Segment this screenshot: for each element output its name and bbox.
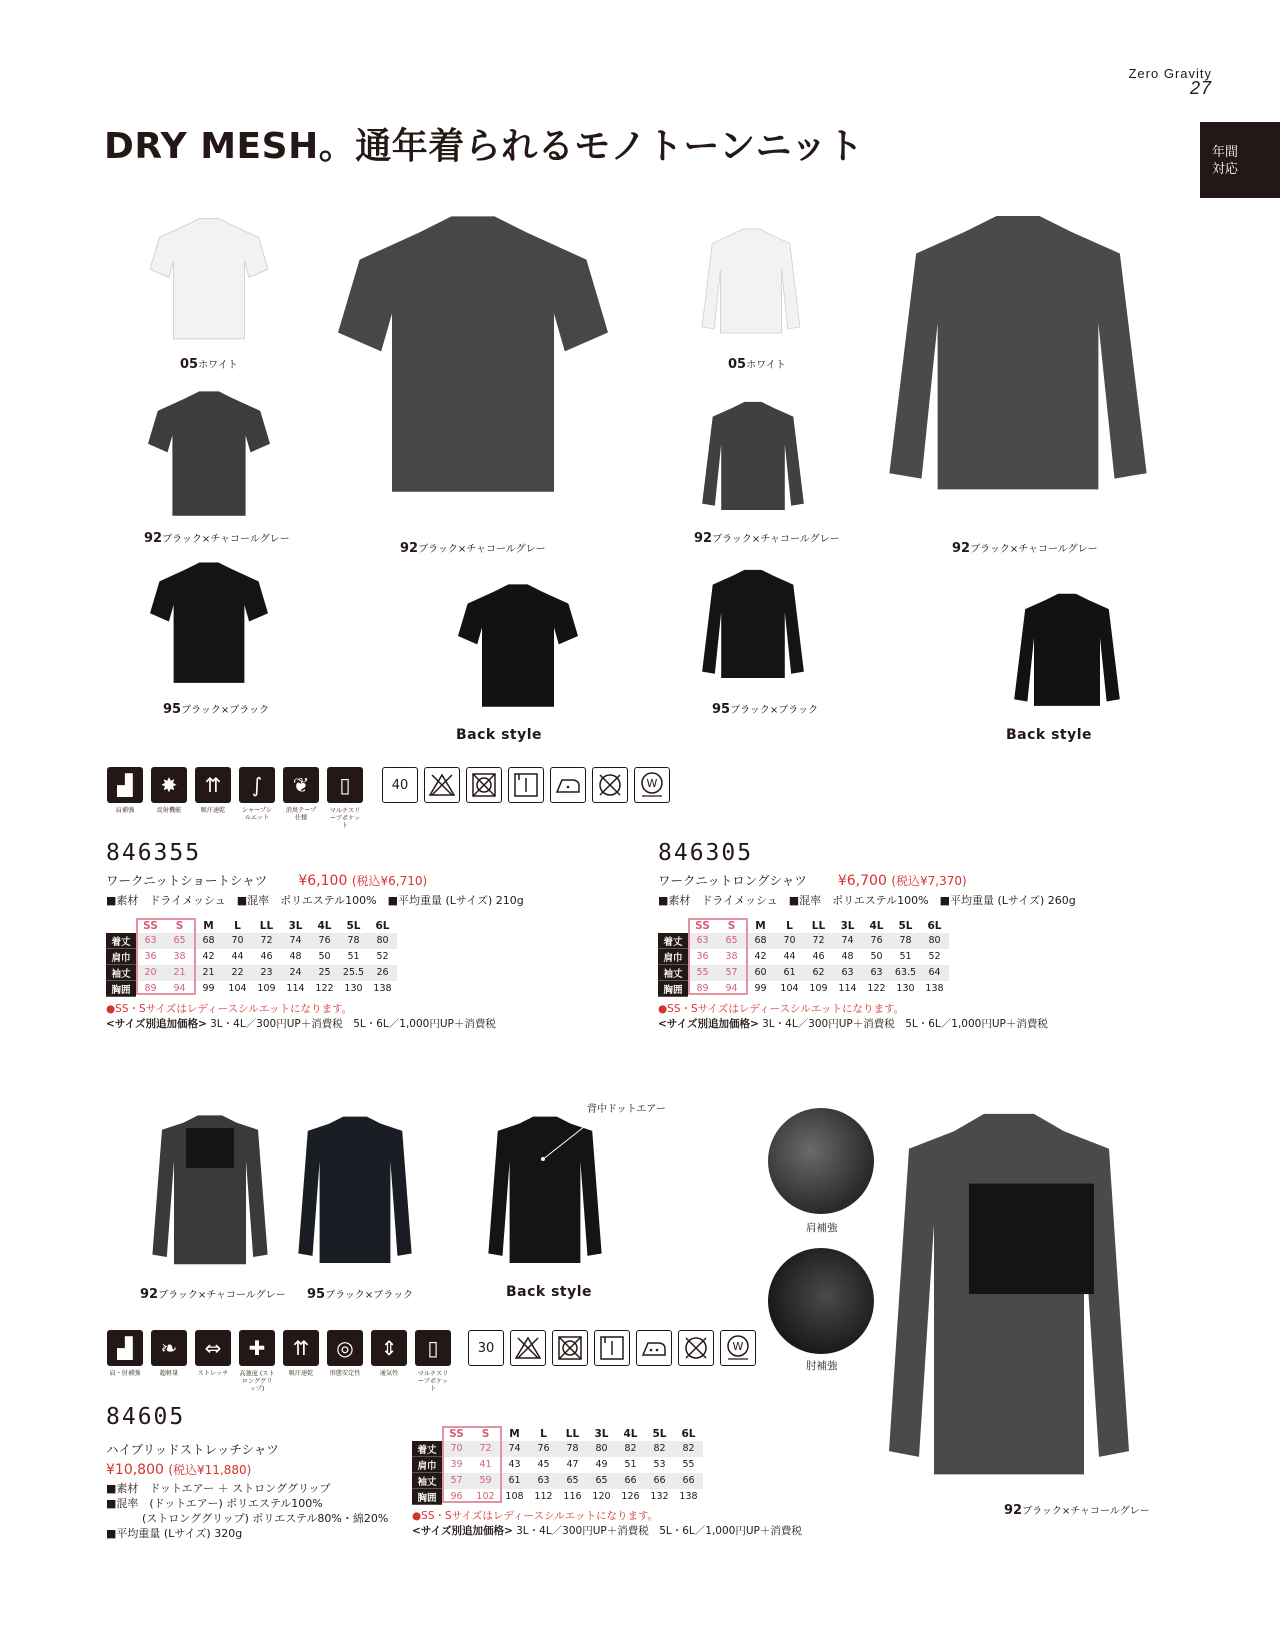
iron-icon (636, 1330, 672, 1366)
product-price: ¥10,800 (税込¥11,880) (106, 1462, 252, 1478)
photo-long-white (700, 216, 802, 350)
season-tab-line1: 年間 (1212, 145, 1239, 160)
feature-icons-bottom (106, 1330, 756, 1393)
svg-text:W: W (732, 1340, 744, 1353)
wash-tub-icon: 40 (382, 767, 418, 803)
caption-back-style-3: Back style (506, 1284, 593, 1300)
feature-high-strength: ✚ 高強度 (ストロンググリップ) (238, 1330, 276, 1393)
product-name: ハイブリッドストレッチシャツ (106, 1442, 279, 1457)
photo-short-95 (150, 556, 268, 694)
table-row: 胸囲 89 94 99 104 109 114 122 130 138 (658, 981, 949, 997)
deodorant-tape-icon: ❦ (283, 767, 319, 803)
feature-super-light: ❧ 超軽量 (150, 1330, 188, 1377)
feature-shape-stable: ◎ 形態安定性 (326, 1330, 364, 1377)
table-row: 袖丈 20 21 21 22 23 24 25 25.5 26 (106, 965, 397, 981)
sweat-dry-icon: ⇈ (283, 1330, 319, 1366)
brand (1128, 66, 1212, 99)
product-code-846305: 846305 (658, 840, 754, 866)
no-tumble-dry-icon (552, 1330, 588, 1366)
product-title-846355 (106, 870, 427, 889)
no-bleach-icon (424, 767, 460, 803)
feature-stretch: ⇔ ストレッチ (194, 1330, 232, 1377)
wet-clean-icon (720, 1330, 756, 1366)
line-dry-icon (594, 1330, 630, 1366)
feature-deodorant-tape: ❦ 消臭テープ仕様 (282, 767, 320, 822)
photo-hybrid-92 (150, 1110, 270, 1272)
photo-hybrid-92-main (884, 1108, 1134, 1486)
photo-long-92 (700, 390, 806, 526)
photo-short-92 (148, 386, 270, 526)
caption-elbow: 肘補強 (806, 1360, 838, 1372)
feature-sweat-dry: ⇈ 吸汗速乾 (282, 1330, 320, 1377)
breathable-icon: ⇕ (371, 1330, 407, 1366)
caption-hybrid-92-main: 92ブラック×チャコールグレー (1004, 1503, 1150, 1518)
size-table-84605: SS S M L LL 3L 4L 5L 6L 着丈 70 72 74 76 78 80 82 82 82 肩巾 39 41 43 45 47 49 51 53 55 袖丈 57 59 61 63 65 65 66 66 66 胸囲 96 102 108 112 116 120 126 132 138 (412, 1426, 703, 1505)
product-spec: ■素材 ドライメッシュ ■混率 ポリエステル100% ■平均重量 (Lサイズ) 260g (658, 894, 1076, 907)
feature-shoulder-elbow-reinforce: ▟ 肩・肘補強 (106, 1330, 144, 1377)
table-row: 着丈 63 65 68 70 72 74 76 78 80 (106, 933, 397, 949)
product-title-846305 (658, 870, 967, 889)
ladies-note: ●SS・Sサイズはレディースシルエットになります。 (658, 1003, 905, 1015)
shoulder-elbow-reinforce-icon: ▟ (107, 1330, 143, 1366)
sharp-silhouette-icon: ∫ (239, 767, 275, 803)
iron-icon (550, 767, 586, 803)
size-price-note: <サイズ別追加価格> 3L・4L／300円UP＋消費税 5L・6L／1,000円UP＋消費税 (658, 1018, 1048, 1030)
caption-shoulder: 肩補強 (806, 1222, 838, 1234)
ladies-note: ●SS・Sサイズはレディースシルエットになります。 (412, 1510, 659, 1522)
caption-long-92: 92ブラック×チャコールグレー (694, 531, 840, 546)
size-table-846305: SS S M L LL 3L 4L 5L 6L 着丈 63 65 68 70 72 74 76 78 80 肩巾 36 38 42 44 46 48 50 51 52 袖丈 55 57 60 61 62 63 63 63.5 64 胸囲 89 94 99 104 109 114 122 130 138 (658, 918, 949, 997)
feature-reflective: ✸ 反射機能 (150, 767, 188, 814)
product-code-84605: 84605 (106, 1404, 186, 1430)
season-tab-line2: 対応 (1212, 162, 1239, 177)
line-dry-icon (508, 767, 544, 803)
caption-short-92-main: 92ブラック×チャコールグレー (400, 541, 546, 556)
table-row: 袖丈 55 57 60 61 62 63 63 63.5 64 (658, 965, 949, 981)
photo-long-95 (700, 558, 806, 694)
shape-stable-icon: ◎ (327, 1330, 363, 1366)
wet-clean-icon (634, 767, 670, 803)
photo-short-92-main (338, 192, 608, 527)
photo-long-back (1012, 584, 1122, 720)
feature-breathable: ⇕ 通気性 (370, 1330, 408, 1377)
super-light-icon: ❧ (151, 1330, 187, 1366)
size-price-note: <サイズ別追加価格> 3L・4L／300円UP＋消費税 5L・6L／1,000円UP＋消費税 (106, 1018, 496, 1030)
photo-short-back (458, 580, 578, 716)
size-table-846355: SS S M L LL 3L 4L 5L 6L 着丈 63 65 68 70 72 74 76 78 80 肩巾 36 38 42 44 46 48 50 51 52 袖丈 20 21 21 22 23 24 25 25.5 26 胸囲 89 94 99 104 109 114 122 130 138 (106, 918, 397, 997)
multi-sleeve-pocket-icon: ▯ (327, 767, 363, 803)
product-spec: ■素材 ドットエアー ＋ ストロンググリップ ■混率 (ドットエアー) ポリエステル100% (ストロンググリップ) ポリエステル80%・綿20% ■平均重量 (Lサイズ) 320g (106, 1482, 389, 1540)
product-price: ¥6,700 (税込¥7,370) (837, 873, 967, 889)
photo-short-white (150, 212, 268, 350)
season-tab (1200, 122, 1280, 198)
caption-long-white: 05ホワイト (728, 357, 786, 372)
size-price-note: <サイズ別追加価格> 3L・4L／300円UP＋消費税 5L・6L／1,000円UP＋消費税 (412, 1525, 802, 1537)
caption-back-style-2: Back style (1006, 727, 1093, 743)
high-strength-icon: ✚ (239, 1330, 275, 1366)
feature-multi-sleeve-pocket: ▯ マルチスリーブポケット (414, 1330, 452, 1393)
product-spec: ■素材 ドライメッシュ ■混率 ポリエステル100% ■平均重量 (Lサイズ) 210g (106, 894, 524, 907)
photo-long-92-main (884, 190, 1152, 526)
photo-hybrid-95 (296, 1110, 414, 1272)
detail-shoulder (768, 1108, 874, 1214)
caption-dot-air: 背中ドットエアー (587, 1104, 666, 1115)
product-name: ワークニットショートシャツ (106, 873, 268, 888)
page-number: 27 (1189, 78, 1212, 98)
product-name: ワークニットロングシャツ (658, 873, 807, 888)
no-bleach-icon (510, 1330, 546, 1366)
feature-icons-top (106, 767, 670, 830)
table-row: 着丈 70 72 74 76 78 80 82 82 82 (412, 1441, 703, 1457)
table-row: 肩巾 39 41 43 45 47 49 51 53 55 (412, 1457, 703, 1473)
caption-back-style-1: Back style (456, 727, 543, 743)
feature-sweat-dry: ⇈ 吸汗速乾 (194, 767, 232, 814)
table-row: 袖丈 57 59 61 63 65 65 66 66 66 (412, 1473, 703, 1489)
multi-sleeve-pocket-icon: ▯ (415, 1330, 451, 1366)
svg-text:W: W (646, 777, 658, 790)
caption-long-95: 95ブラック×ブラック (712, 702, 819, 717)
sweat-dry-icon: ⇈ (195, 767, 231, 803)
stretch-icon: ⇔ (195, 1330, 231, 1366)
table-row: 肩巾 36 38 42 44 46 48 50 51 52 (658, 949, 949, 965)
detail-elbow (768, 1248, 874, 1354)
wash-tub-icon: 30 (468, 1330, 504, 1366)
reflective-icon: ✸ (151, 767, 187, 803)
caption-short-white: 05ホワイト (180, 357, 238, 372)
no-dry-clean-icon (592, 767, 628, 803)
ladies-note: ●SS・Sサイズはレディースシルエットになります。 (106, 1003, 353, 1015)
table-row: 肩巾 36 38 42 44 46 48 50 51 52 (106, 949, 397, 965)
product-price: ¥6,100 (税込¥6,710) (298, 873, 428, 889)
caption-short-92: 92ブラック×チャコールグレー (144, 531, 290, 546)
shoulder-reinforce-icon: ▟ (107, 767, 143, 803)
brand-name: Zero Gravity (1128, 66, 1212, 81)
table-row: 胸囲 96 102 108 112 116 120 126 132 138 (412, 1489, 703, 1505)
caption-hybrid-92: 92ブラック×チャコールグレー (140, 1287, 286, 1302)
caption-long-92-main: 92ブラック×チャコールグレー (952, 541, 1098, 556)
table-row: 胸囲 89 94 99 104 109 114 122 130 138 (106, 981, 397, 997)
feature-shoulder-reinforce: ▟ 肩補強 (106, 767, 144, 814)
caption-hybrid-95: 95ブラック×ブラック (307, 1287, 414, 1302)
table-row: 着丈 63 65 68 70 72 74 76 78 80 (658, 933, 949, 949)
page-title: DRY MESH。通年着られるモノトーンニット (104, 126, 864, 167)
feature-sharp-silhouette: ∫ シャープシルエット (238, 767, 276, 822)
no-tumble-dry-icon (466, 767, 502, 803)
feature-multi-sleeve-pocket: ▯ マルチスリーブポケット (326, 767, 364, 830)
caption-short-95: 95ブラック×ブラック (163, 702, 270, 717)
no-dry-clean-icon (678, 1330, 714, 1366)
product-code-846355: 846355 (106, 840, 202, 866)
